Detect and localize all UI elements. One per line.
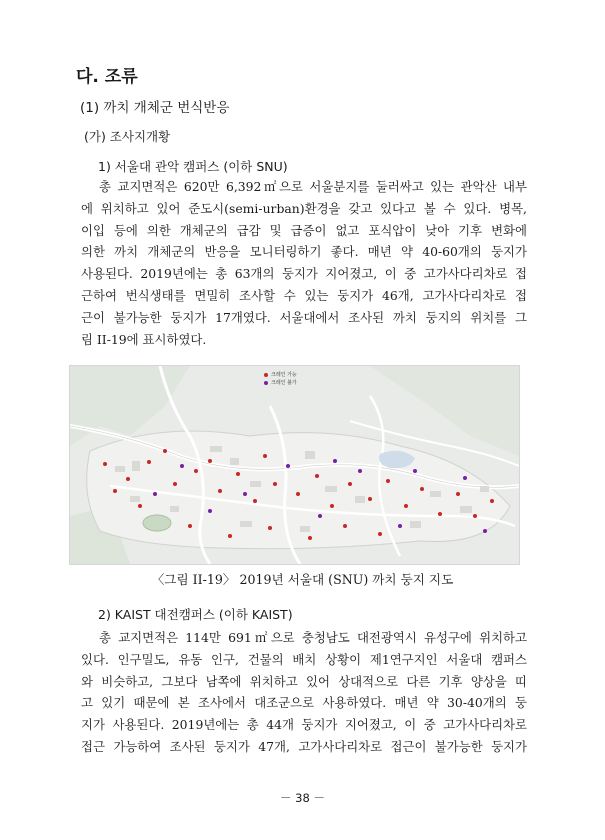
snu-line: 림 II-19에 표시하였다.	[81, 331, 207, 347]
map-graphic	[70, 366, 519, 564]
kaist-line: 고 있기 때문에 본 조사에서 대조군으로 사용하였다. 매년 약 30-40개의 둥	[81, 695, 527, 711]
snu-heading: 1) 서울대 관악 캠퍼스 (이하 SNU)	[98, 159, 288, 174]
kaist-line: 있다. 인구밀도, 유동 인구, 건물의 배치 상황이 제1연구지인 서울대 캠퍼스	[81, 651, 527, 667]
snu-line: 근하여 번식생태를 면밀히 조사할 수 있는 둥지가 46개, 고가사다리차로 접	[81, 287, 527, 303]
snu-line: 근이 불가능한 둥지가 17개였다. 서울대에서 조사된 까치 둥지의 위치를 그	[81, 309, 527, 325]
subsection-heading: (1) 까치 개체군 번식반응	[80, 100, 230, 116]
snu-line: 의한 까치 개체군의 반응을 모니터링하기 좋다. 매년 약 40-60개의 둥지가	[81, 244, 527, 260]
map-legend	[264, 371, 297, 387]
snu-line: 총 교지면적은 620만 6,392㎡으로 서울분지를 둘러싸고 있는 관악산 내부	[99, 179, 527, 194]
legend-label: 크레인 가능	[271, 372, 297, 378]
sub-subsection-heading: (가) 조사지개황	[84, 129, 171, 144]
kaist-heading: 2) KAIST 대전캠퍼스 (이하 KAIST)	[98, 607, 293, 622]
snu-line: 이입 등에 의한 개체군의 급감 및 급증이 없고 포식압이 낮아 기후 변화에	[81, 222, 527, 238]
legend-dot-icon	[264, 373, 268, 377]
page-number: － 38 －	[280, 791, 325, 805]
snu-nest-map	[69, 365, 520, 565]
kaist-line: 지가 사용된다. 2019년에는 총 44개 둥지가 지어졌고, 이 중 고가사다리차로	[81, 717, 527, 733]
snu-paragraph	[81, 176, 527, 350]
kaist-line: 와 비슷하고, 그보다 남쪽에 위치하고 있어 상대적으로 다른 기후 양상을 띠	[81, 673, 527, 689]
kaist-paragraph	[81, 627, 527, 758]
figure-caption: 〈그림 II-19〉 2019년 서울대 (SNU) 까치 둥지 지도	[151, 572, 454, 587]
legend-item	[264, 371, 297, 379]
legend-item	[264, 379, 297, 387]
legend-dot-icon	[264, 381, 268, 385]
kaist-line: 총 교지면적은 114만 691㎡으로 충청남도 대전광역시 유성구에 위치하고	[99, 630, 527, 645]
section-heading: 다. 조류	[76, 67, 138, 87]
legend-label: 크레인 불가	[271, 380, 297, 386]
snu-line: 사용된다. 2019년에는 총 63개의 둥지가 지어졌고, 이 중 고가사다리차로 접	[81, 266, 527, 282]
kaist-line: 접근 가능하여 조사된 둥지가 47개, 고가사다리차로 접근이 불가능한 둥지가	[81, 738, 527, 754]
snu-line: 에 위치하고 있어 준도시(semi-urban)환경을 갖고 있다고 볼 수 있다. 병목,	[81, 200, 527, 216]
